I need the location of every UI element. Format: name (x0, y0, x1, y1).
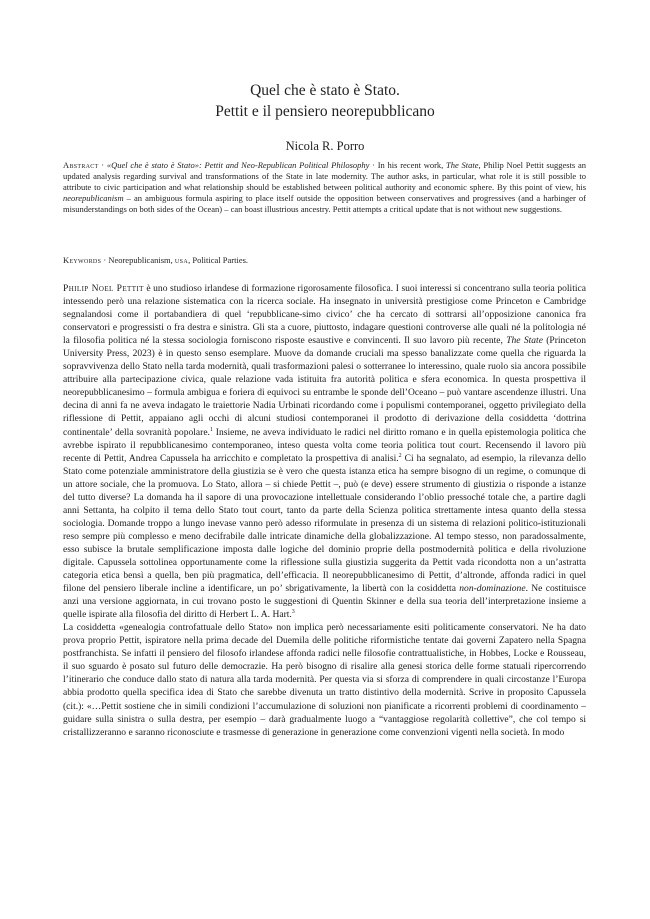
keywords-text-a: Neorepublicanism, (108, 255, 175, 265)
footnote-ref-3[interactable]: 3 (291, 609, 295, 615)
article-title-line-2: Pettit e il pensiero neorepubblicano (215, 103, 435, 120)
keywords-text-b: , Political Parties. (188, 255, 249, 265)
p1-text-c: Insieme, ne aveva individuato le radici nel diritto romano e in quella epistemologia politica che avrebbe ispirato il repubblicanesimo contemporaneo, inteso questa volta come teoria politica tout court. Recensendo il lavoro più recente di Pettit, Andrea Capussela ha arricchito e completato la prospettiva di analisi. (63, 426, 586, 464)
p1-term: non-dominazione (459, 583, 526, 595)
keywords-label: Keywords (63, 255, 102, 265)
keywords-usa: usa (174, 255, 189, 265)
abstract-text-c: – an ambiguous formula aspiring to place itself outside the opposition between conservatives and progressives (and a harbinger of misunderstandings on both sides of the Ocean) – can boast illustrious ancestry. Pettit attempts a critical update that is not without new suggestions. (63, 193, 586, 215)
abstract (63, 160, 586, 215)
paragraph-lead-name: Philip Noel Pettit (63, 283, 144, 294)
p1-work-title: The State (506, 335, 543, 347)
keywords-separator: · (101, 255, 109, 265)
body-paragraph-2: La cosiddetta «genealogia controfattuale dello Stato» non implica però necessariamente esiti politicamente conservatori. Ne ha dato prova proprio Pettit, ispiratore nella prima decade del Duemila delle politiche riformistiche tentate dai governi Zapatero nella Spagna postfranchista. Se infatti il pensiero del filosofo irlandese affonda radici nelle filosofie contrattualistiche, in Hobbes, Locke e Rousseau, il suo sguardo è posato sul futuro delle democrazie. Ha però bisogno di risalire alla genesi storica delle forme statuali ripercorrendo l’itinerario che conduce dallo stato di natura alla tarda modernità. Per questa via si sforza di comprendere in quali circostanze l’Europa abbia prodotto quella specifica idea di Stato che sarebbe divenuta un tratto distintivo della modernità. Scrive in proposito Capussela (cit.): «…Pettit sostiene che in simili condizioni l’accumulazione di soluzioni non pianificate a ricorrenti problemi di coordinamento – guidare sulla sinistra o sulla destra, per esempio – darà gradualmente luogo a “vantaggiose regolarità collettive”, che col tempo si cristallizzeranno e saranno riconosciute e trasmesse di generazione in generazione come convenzioni vigenti nella società. In modo (63, 622, 586, 738)
abstract-separator: · (98, 160, 107, 170)
p1-text-d: Ci ha segnalato, ad esempio, la rilevanza dello Stato come potenziale amministratore della giustizia se è vero che questa istanza etica ha sempre bisogno di un regime, o comunque di un attore sociale, che la promuova. Lo Stato, allora – si chiede Pettit –, può (e deve) essere strumento di giustizia o risponde a istanze del tutto diverse? La domanda ha il sapore di una provocazione intellettuale considerando l’oblio pressoché totale che, a partire dagli anni Settanta, ha colpito il tema dello Stato tout court, tanto da parte della Scienza politica strettamente intesa quanto della stessa sociologia. Domande troppo a lungo inevase vanno però adesso riformulate in presenza di un sistema di relazioni politico-istituzionali reso sempre più complesso e meno decifrabile dalle intricate dinamiche della globalizzazione. Al tempo stesso, non paradossalmente, esso subisce la brutale semplificazione imposta dalle logiche del dominio proprie della postmodernità politica e della rivoluzione digitale. Capussela sottolinea opportunamente come la riflessione sulla giustizia suggerita da Pettit vada ricondotta non a un’astratta categoria etica bensì a quella, ben più pragmatica, dell’efficacia. Il neorepubblicanesimo di Pettit, d’altronde, affonda radici in quel filone del pensiero liberale incline a identificare, un po’ sbrigativamente, la libertà con la cosiddetta (63, 452, 586, 595)
abstract-work-title: The State (446, 160, 479, 170)
footnote-ref-2[interactable]: 2 (398, 452, 402, 459)
abstract-term: neorepublicanism (63, 193, 124, 204)
author-name: Nicola R. Porro (285, 139, 365, 153)
keywords (63, 255, 586, 266)
p1-text-e: . Ne costituisce anzi una versione aggiornata, in cui trovano posto le suggestioni di Quentin Skinner e della sua teoria dell’interpretazione insieme a quelle ispirate alla filosofia del diritto di Herbert L. A. Hart. (63, 583, 587, 621)
body-paragraph-1 (63, 282, 586, 621)
p1-text-a: è uno studioso irlandese di formazione rigorosamente filosofica. I suoi interessi si concentrano sulla teoria politica intessendo però una relazione sistematica con la ricerca sociale. Ha insegnato in università prestigiose come Princeton e Cambridge segnalandosi come il portabandiera di quel ‘repubblicane-simo civico’ che ha cercato di sottrarsi all’opposizione canonica fra conservatori e progressisti o fra destra e sinistra. Gli sta a cuore, piuttosto, indagare questioni controverse alle quali né la politologia né la filosofia politica né la stessa sociologia forniscono risposte esaustive e convincenti. Il suo lavoro più recente, (63, 283, 586, 347)
title-block (0, 80, 650, 154)
abstract-text-a: · In his recent work, (369, 160, 447, 170)
abstract-label: Abstract (63, 160, 99, 170)
article-title-line-1: Quel che è stato è Stato. (250, 82, 400, 99)
abstract-text-b: , Philip Noel Pettit suggests an updated analysis regarding survival and transformations of the State in late modernity. The author asks, in particular, what role it is still possible to attribute to civic participation and what relationship should be established between political authority and economic sphere. By this point of view, his (63, 160, 586, 193)
abstract-english-title: «Quel che è stato è Stato»: Pettit and Neo-Republican Political Philosophy (106, 160, 370, 170)
p1-text-b: (Princeton University Press, 2023) è in questo senso esemplare. Muove da domande cruciali ma spesso banalizzate come quella che riguarda la sopravvivenza dello Stato nella tarda modernità, quali trasformazioni palesi o sotterranee lo interessino, quale ruolo sia ancora possibile attribuire alla partecipazione civica, quale relazione vada istituita fra autorità politica e sfera economica. In questa prospettiva il neorepubblicanesimo – formula ambigua e foriera di equivoci su entrambe le sponde dell’Oceano – può vantare ascendenze illustri. Una decina di anni fa ne aveva indagato le traiettorie Nadia Urbinati ricordando come i populismi contemporanei, oggetto privilegiato della riflessione di Pettit, appaiano agli occhi di alcuni studiosi contemporanei il prodotto di derivazione della cosiddetta ‘dottrina continentale’ della sovranità popolare. (63, 335, 587, 438)
article-body (63, 282, 586, 739)
footnote-ref-1[interactable]: 1 (209, 426, 213, 433)
